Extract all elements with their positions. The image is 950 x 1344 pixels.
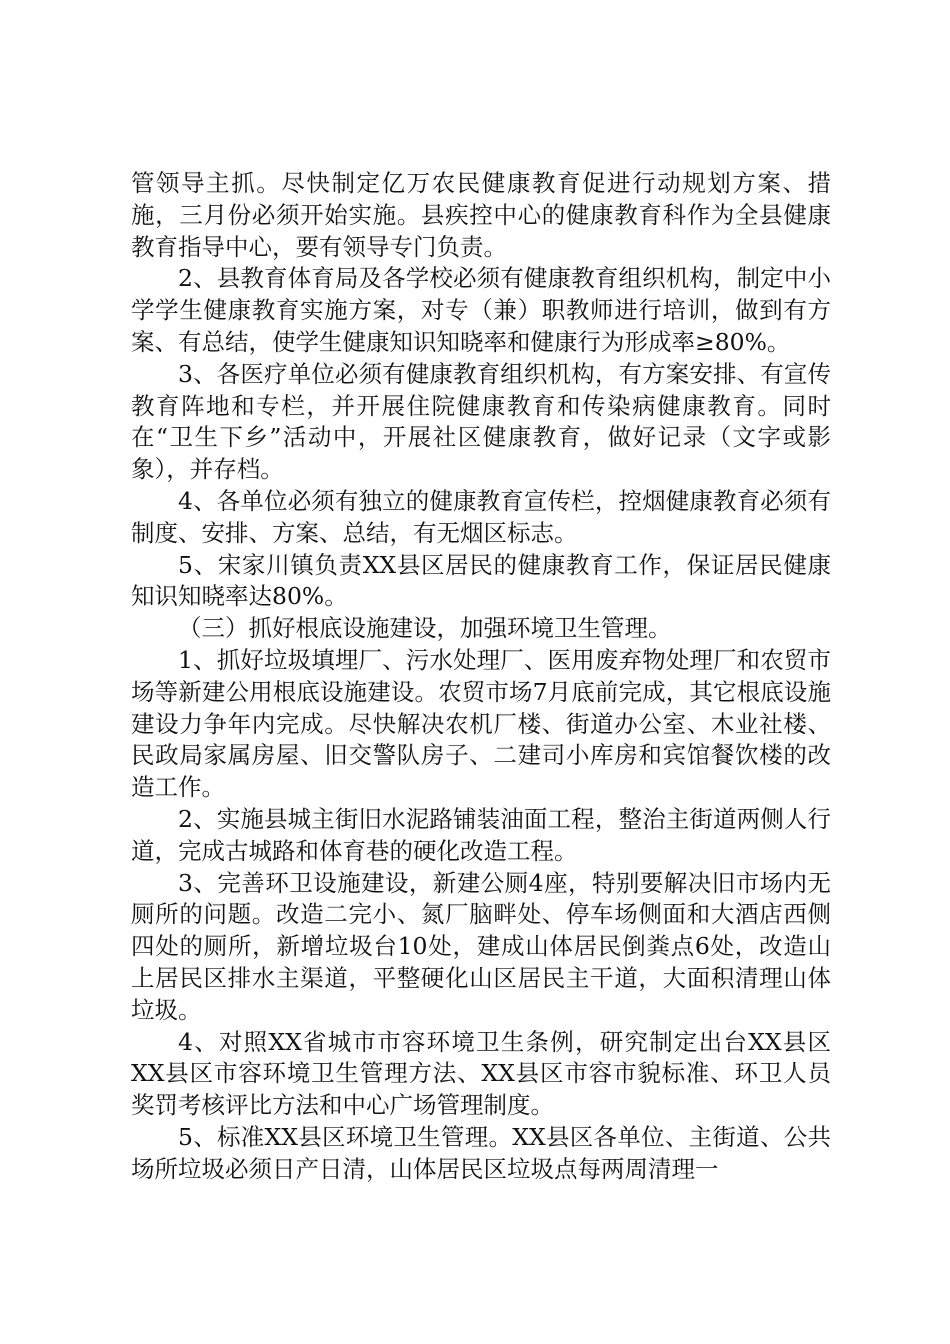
paragraph-continuation: 管领导主抓。尽快制定亿万农民健康教育促进行动规划方案、措施，三月份必须开始实施。县疾控中心的健康教育科作为全县健康教育指导中心，要有领导专门负责。 (131, 169, 831, 261)
paragraph-section3-item-5: 5、标准XX县区环境卫生管理。XX县区各单位、主街道、公共场所垃圾必须日产日清，山体居民区垃圾点每两周清理一 (131, 1122, 831, 1183)
paragraph-item-4: 4、各单位必须有独立的健康教育宣传栏，控烟健康教育必须有制度、安排、方案、总结，有无烟区标志。 (131, 486, 831, 547)
paragraph-item-5: 5、宋家川镇负责XX县区居民的健康教育工作，保证居民健康知识知晓率达80%。 (131, 550, 831, 611)
paragraph-section3-item-1: 1、抓好垃圾填埋厂、污水处理厂、医用废弃物处理厂和农贸市场等新建公用根底设施建设。农贸市场7月底前完成，其它根底设施建设力争年内完成。尽快解决农机厂楼、街道办公室、木业社楼、民政局家属房屋、旧交警队房子、二建司小库房和宾馆餐饮楼的改造工作。 (131, 645, 831, 802)
paragraph-section3-item-3: 3、完善环卫设施建设，新建公厕4座，特别要解决旧市场内无厕所的问题。改造二完小、氮厂脑畔处、停车场侧面和大酒店西侧四处的厕所，新增垃圾台10处，建成山体居民倒粪点6处，改造山上居民区排水主渠道，平整硬化山区居民主干道，大面积清理山体垃圾。 (131, 868, 831, 1024)
section-heading-3: （三）抓好根底设施建设，加强环境卫生管理。 (178, 614, 672, 643)
paragraph-section3-item-2: 2、实施县城主街旧水泥路铺装油面工程，整治主街道两侧人行道，完成古城路和体育巷的硬化改造工程。 (131, 804, 831, 865)
paragraph-section3-item-4: 4、对照XX省城市市容环境卫生条例，研究制定出台XX县区XX县区市容环境卫生管理方法、XX县区市容市貌标准、环卫人员奖罚考核评比方法和中心广场管理制度。 (131, 1027, 831, 1120)
document-body (131, 168, 831, 1186)
paragraph-item-2: 2、县教育体育局及各学校必须有健康教育组织机构，制定中小学学生健康教育实施方案，对专（兼）职教师进行培训，做到有方案、有总结，使学生健康知识知晓率和健康行为形成率≥80%。 (131, 264, 831, 356)
paragraph-item-3: 3、各医疗单位必须有健康教育组织机构，有方案安排、有宣传教育阵地和专栏，并开展住院健康教育和传染病健康教育。同时在“卫生下乡”活动中，开展社区健康教育，做好记录（文字或影象），并存档。 (131, 359, 831, 484)
